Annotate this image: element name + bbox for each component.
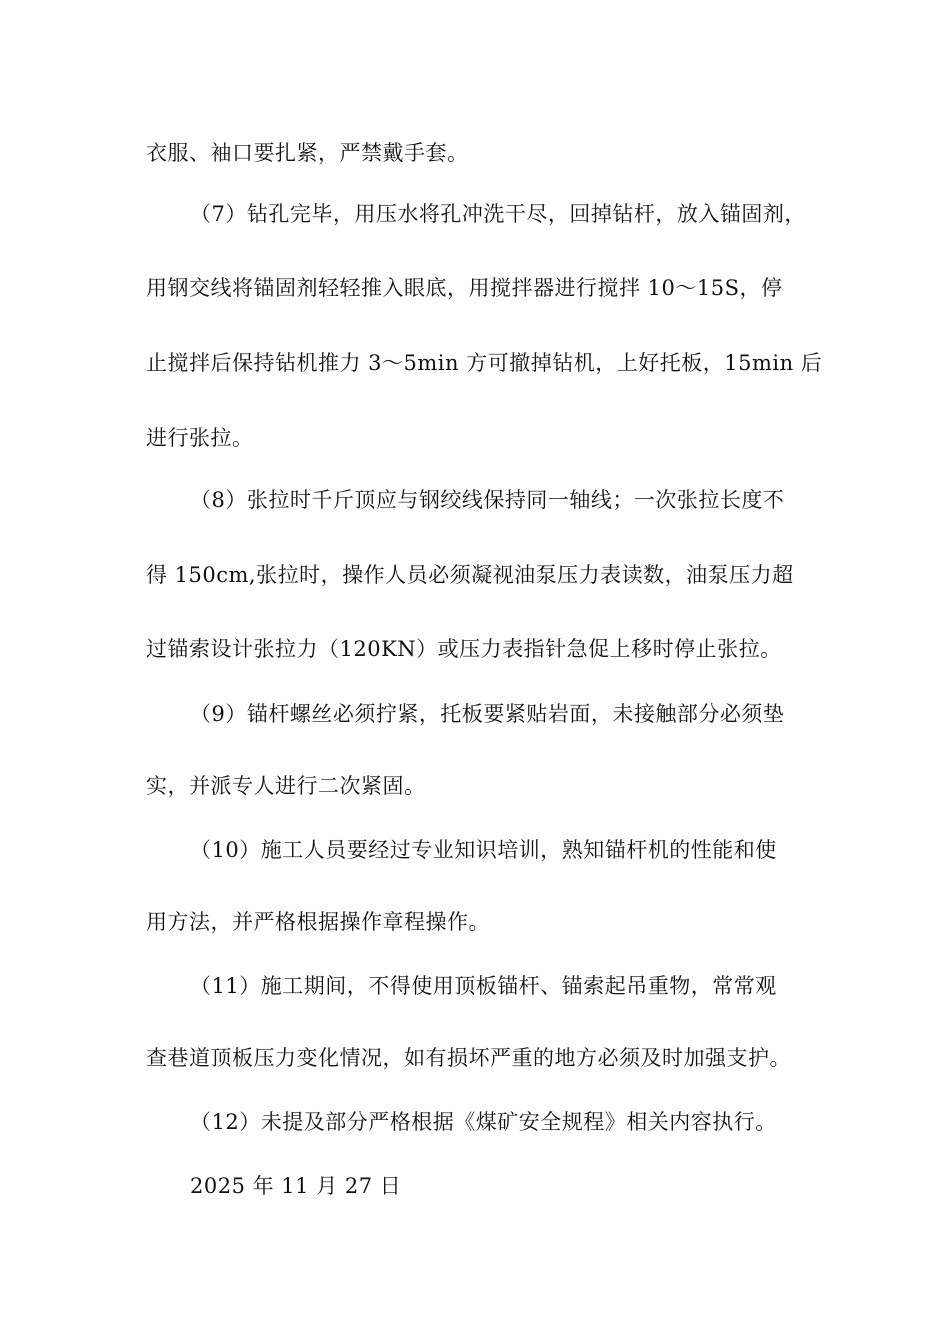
text-line: 实，并派专人进行二次紧固。 xyxy=(146,774,426,798)
text-line: （11）施工期间，不得使用顶板锚杆、锚索起吊重物，常常观 xyxy=(190,974,777,998)
text-line: 用方法，并严格根据操作章程操作。 xyxy=(146,910,490,934)
text-line: （9）锚杆螺丝必须拧紧，托板要紧贴岩面，未接触部分必须垫 xyxy=(190,702,785,726)
text-line: 止搅拌后保持钻机推力 3～5min 方可撤掉钻机，上好托板，15min 后 xyxy=(146,351,823,375)
text-line: （7）钻孔完毕，用压水将孔冲洗干尽，回掉钻杆，放入锚固剂， xyxy=(190,202,806,226)
text-line: 衣服、袖口要扎紧，严禁戴手套。 xyxy=(146,141,469,165)
text-line: （8）张拉时千斤顶应与钢绞线保持同一轴线；一次张拉长度不 xyxy=(190,488,785,512)
text-line: （12）未提及部分严格根据《煤矿安全规程》相关内容执行。 xyxy=(190,1110,777,1134)
text-line: 过锚索设计张拉力（120KN）或压力表指针急促上移时停止张拉。 xyxy=(146,637,782,661)
text-line: （10）施工人员要经过专业知识培训，熟知锚杆机的性能和使 xyxy=(190,838,777,862)
document-date: 2025 年 11 月 27 日 xyxy=(190,1174,402,1198)
text-line: 查巷道顶板压力变化情况，如有损坏严重的地方必须及时加强支护。 xyxy=(146,1046,791,1070)
text-line: 用钢交线将锚固剂轻轻推入眼底，用搅拌器进行搅拌 10～15S，停 xyxy=(146,276,783,300)
text-line: 进行张拉。 xyxy=(146,426,254,450)
text-line: 得 150cm,张拉时，操作人员必须凝视油泵压力表读数，油泵压力超 xyxy=(146,563,794,587)
